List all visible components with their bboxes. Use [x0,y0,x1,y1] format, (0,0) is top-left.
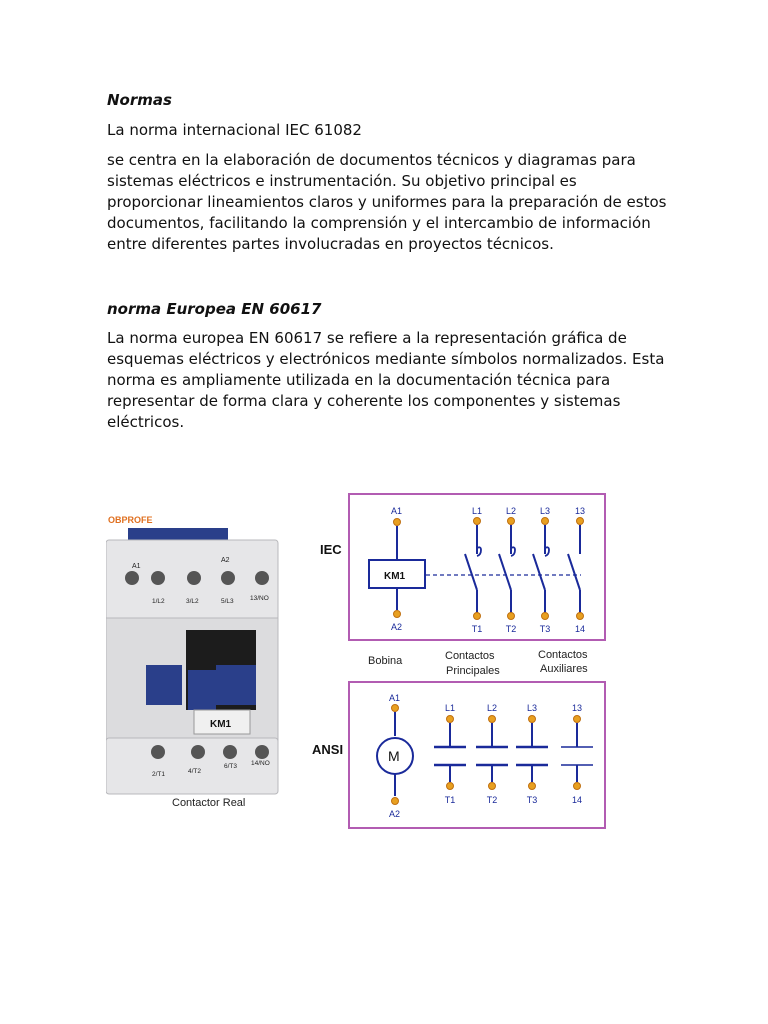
photo-label-b4: 14/NO [251,760,270,767]
photo-label-a1: A1 [132,563,141,570]
ansi-bottom-label-3: 14 [571,795,583,805]
iec-coil-label: KM1 [384,571,406,582]
iec-top-terminal-3 [577,518,584,525]
iec-top-terminal-0 [474,518,481,525]
ansi-top-label-1: L2 [486,703,498,713]
caption-aux-2: Auxiliares [540,663,588,675]
iec-bottom-terminal-3 [577,613,584,620]
photo-label-b3: 6/T3 [224,763,238,770]
ansi-top-terminal-3 [574,716,581,723]
iec-bottom-terminal-1 [508,613,515,620]
caption-aux-1: Contactos [538,649,588,661]
ansi-label: ANSI [312,742,344,757]
ansi-top-terminal-2 [529,716,536,723]
ansi-bottom-label-0: T1 [444,795,456,805]
photo-label-t3: 5/L3 [221,598,234,605]
caption-bobina: Bobina [368,655,403,667]
heading-normas: Normas [107,91,172,109]
contactor-figure [106,490,632,836]
iec-a2-label: A2 [391,622,403,632]
iec-top-label-0: L1 [471,506,483,516]
en-description: La norma europea EN 60617 se refiere a la representación gráfica de esquemas eléctricos y electrónicos mediante símbolos normalizados. Esta norma es ampliamente utilizada en la documentación técnica para representar de forma clara y coherente los componentes y sistemas eléctricos. [107,329,665,431]
ansi-a2-label: A2 [389,809,401,819]
ansi-motor-label: M [388,748,400,764]
ansi-top-label-2: L3 [526,703,538,713]
ansi-top-label-3: 13 [571,703,583,713]
ansi-bottom-terminal-0 [447,783,454,790]
iec-top-label-2: L3 [539,506,551,516]
iec-a1-label: A1 [391,506,403,516]
iec-top-label-1: L2 [505,506,517,516]
iec-bottom-terminal-2 [542,613,549,620]
iec-bottom-label-0: T1 [471,624,483,634]
photo-label-t1: 1/L2 [152,598,165,605]
ansi-bottom-terminal-1 [489,783,496,790]
document-page [107,88,667,433]
ansi-top-terminal-0 [447,716,454,723]
iec-bottom-label-1: T2 [505,624,517,634]
iec-label: IEC [320,542,342,557]
ansi-bottom-label-1: T2 [486,795,498,805]
ansi-bottom-label-2: T3 [526,795,538,805]
ansi-top-label-0: L1 [444,703,456,713]
contactor-photo [106,515,278,809]
ansi-bottom-terminal-2 [529,783,536,790]
photo-km1-badge: KM1 [210,719,232,730]
ansi-bottom-terminal-3 [574,783,581,790]
iec-bottom-terminal-0 [474,613,481,620]
iec-description: se centra en la elaboración de documentos técnicos y diagramas para sistemas eléctricos e instrumentación. Su objetivo principal es proporcionar lineamientos claros y uniformes para la preparación de estos documentos, facilitando la comprensión y el intercambio de información entre diferentes partes involucradas en proyectos técnicos. [107,151,667,253]
iec-top-label-3: 13 [574,506,586,516]
photo-label-b1: 2/T1 [152,771,166,778]
watermark-text: OBPROFE [108,515,153,525]
ansi-top-terminal-1 [489,716,496,723]
photo-label-t4: 13/NO [250,595,269,602]
photo-caption: Contactor Real [172,797,246,809]
iec-bottom-label-2: T3 [539,624,551,634]
photo-label-b2: 4/T2 [188,768,202,775]
caption-main-2: Principales [446,665,500,677]
photo-label-a2: A2 [221,557,230,564]
heading-en-60617: norma Europea EN 60617 [107,300,322,318]
ansi-a1-label: A1 [389,693,401,703]
iec-bottom-label-3: 14 [574,624,586,634]
iec-top-terminal-2 [542,518,549,525]
iec-top-terminal-1 [508,518,515,525]
photo-label-t2: 3/L2 [186,598,199,605]
caption-main-1: Contactos [445,650,495,662]
iec-standard-line: La norma internacional IEC 61082 [107,121,362,139]
